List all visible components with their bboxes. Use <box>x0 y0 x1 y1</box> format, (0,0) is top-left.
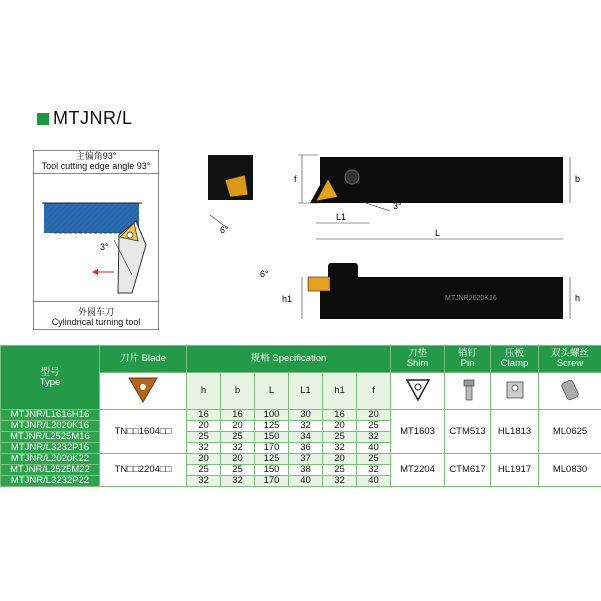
blade-header <box>100 346 187 373</box>
row-type: MTJNR/L2525M16 <box>1 432 100 443</box>
dim-L1-label: L1 <box>336 212 347 222</box>
blade-group1: TN□□1604□□ <box>100 410 187 454</box>
cell-f: 20 <box>357 410 391 421</box>
pin-group1: CTM513 <box>445 410 491 454</box>
spec-header-en: Specification <box>272 353 327 364</box>
title-text: MTJNR/L <box>53 108 133 128</box>
clamp-group2: HL1917 <box>491 454 539 487</box>
blade-image-cell <box>100 373 187 410</box>
cell-b: 25 <box>221 432 255 443</box>
cell-f: 40 <box>357 476 391 487</box>
angle-6-side-label: 6° <box>260 269 269 279</box>
dim-b-label: b <box>575 174 581 184</box>
cell-L: 125 <box>255 421 289 432</box>
spec-col-L: L <box>255 373 289 410</box>
spec-header <box>187 346 391 373</box>
type-header-cn: 型号 <box>40 366 60 378</box>
cell-L1: 32 <box>289 421 323 432</box>
shim-image-cell <box>391 373 445 410</box>
cell-h1: 32 <box>323 443 357 454</box>
turning-diagram <box>34 175 158 299</box>
cell-L1: 30 <box>289 410 323 421</box>
screw-image-cell <box>539 373 601 410</box>
tool-holder-drawing <box>190 145 600 325</box>
feed-arrow-icon <box>92 269 98 275</box>
cell-h1: 32 <box>323 476 357 487</box>
cell-L: 150 <box>255 432 289 443</box>
screw-icon <box>556 376 584 404</box>
cell-f: 40 <box>357 443 391 454</box>
clamp-header-cn: 压板 <box>505 348 525 359</box>
shim-group1: MT1603 <box>391 410 445 454</box>
pin-icon <box>454 376 482 404</box>
shim-icon <box>404 376 432 404</box>
clamp-image-cell <box>491 373 539 410</box>
cell-h1: 25 <box>323 465 357 476</box>
type-header <box>1 346 100 410</box>
cell-h1: 16 <box>323 410 357 421</box>
cell-f: 32 <box>357 465 391 476</box>
blade-group2: TN□□2204□□ <box>100 454 187 487</box>
cutting-angle-panel <box>33 150 159 330</box>
shim-header <box>391 346 445 373</box>
table-header-row <box>1 346 601 373</box>
triangle-insert-icon <box>126 375 160 405</box>
table-row <box>1 454 601 465</box>
pin-image-cell <box>445 373 491 410</box>
pin-header-en: Pin <box>460 358 475 369</box>
cell-L: 150 <box>255 465 289 476</box>
angle-6-top-label: 6° <box>220 225 229 235</box>
cell-h: 32 <box>187 443 221 454</box>
spec-col-b: b <box>221 373 255 410</box>
angle-3-label: 3° <box>393 201 402 211</box>
panel-bottom-caption <box>34 307 158 327</box>
cell-L: 125 <box>255 454 289 465</box>
cell-b: 16 <box>221 410 255 421</box>
table-row <box>1 410 601 421</box>
row-type: MTJNR/L2525M22 <box>1 465 100 476</box>
row-type: MTJNR/L3232P16 <box>1 443 100 454</box>
row-type: MTJNR/L1616H16 <box>1 410 100 421</box>
row-type: MTJNR/L3232P22 <box>1 476 100 487</box>
cell-h: 32 <box>187 476 221 487</box>
row-type: MTJNR/L2020K16 <box>1 421 100 432</box>
cell-f: 25 <box>357 454 391 465</box>
cell-h: 20 <box>187 454 221 465</box>
shank-marking: MTJNR2020K16 <box>445 295 497 302</box>
panel-divider-bottom <box>34 301 158 302</box>
panel-angle-label: 3° <box>100 242 109 252</box>
panel-top-cn: 主偏角93° <box>75 151 117 161</box>
cell-h: 25 <box>187 432 221 443</box>
cell-L1: 37 <box>289 454 323 465</box>
shim-header-cn: 刀垫 <box>408 348 428 359</box>
cell-L1: 34 <box>289 432 323 443</box>
panel-divider-top <box>34 173 158 174</box>
panel-top-en: Tool cutting edge angle 93° <box>41 161 151 171</box>
cell-b: 20 <box>221 421 255 432</box>
cell-h: 20 <box>187 421 221 432</box>
spec-col-L1: L1 <box>289 373 323 410</box>
dim-f-label: f <box>294 174 297 184</box>
blade-header-cn: 刀片 <box>120 353 140 364</box>
panel-bottom-en: Cylindrical turning tool <box>51 317 141 327</box>
spec-col-h1: h1 <box>323 373 357 410</box>
cell-L: 170 <box>255 443 289 454</box>
row-type: MTJNR/L2020K22 <box>1 454 100 465</box>
pin-header <box>445 346 491 373</box>
panel-bottom-cn: 外圆车刀 <box>77 307 114 317</box>
cell-L1: 40 <box>289 476 323 487</box>
blade-header-en: Blade <box>141 353 166 364</box>
dim-L-label: L <box>435 228 441 238</box>
type-header-en: Type <box>39 376 61 388</box>
dim-h-label: h <box>575 293 581 303</box>
cell-b: 32 <box>221 443 255 454</box>
cell-h: 25 <box>187 465 221 476</box>
clamp-group1: HL1813 <box>491 410 539 454</box>
clamp-header-en: Clamp <box>500 358 529 369</box>
cell-h1: 25 <box>323 432 357 443</box>
title-marker-icon <box>37 113 49 125</box>
screw-header-cn: 双头螺丝 <box>551 348 590 359</box>
cell-f: 32 <box>357 432 391 443</box>
spec-col-h: h <box>187 373 221 410</box>
screw-header <box>539 346 601 373</box>
panel-top-caption <box>34 151 158 171</box>
product-title <box>37 108 133 129</box>
cell-b: 20 <box>221 454 255 465</box>
cell-L: 170 <box>255 476 289 487</box>
side-view-shape <box>320 277 563 319</box>
spec-col-f: f <box>357 373 391 410</box>
shim-header-en: Shim <box>406 358 429 369</box>
cell-f: 25 <box>357 421 391 432</box>
clamp-header <box>491 346 539 373</box>
side-view-insert <box>308 277 330 291</box>
cell-h1: 20 <box>323 421 357 432</box>
dim-h1-label: h1 <box>282 294 293 304</box>
cell-L1: 38 <box>289 465 323 476</box>
cell-b: 25 <box>221 465 255 476</box>
pin-header-cn: 销钉 <box>458 348 478 359</box>
cell-h: 16 <box>187 410 221 421</box>
cell-L: 100 <box>255 410 289 421</box>
cell-L1: 36 <box>289 443 323 454</box>
cell-b: 32 <box>221 476 255 487</box>
screw-group2: ML0830 <box>539 454 601 487</box>
specification-table <box>0 345 601 487</box>
screw-header-en: Screw <box>556 358 584 369</box>
shim-group2: MT2204 <box>391 454 445 487</box>
spec-header-cn: 规格 <box>250 353 270 364</box>
pin-group2: CTM617 <box>445 454 491 487</box>
clamp-icon <box>501 376 529 404</box>
screw-group1: ML0625 <box>539 410 601 454</box>
cell-h1: 20 <box>323 454 357 465</box>
